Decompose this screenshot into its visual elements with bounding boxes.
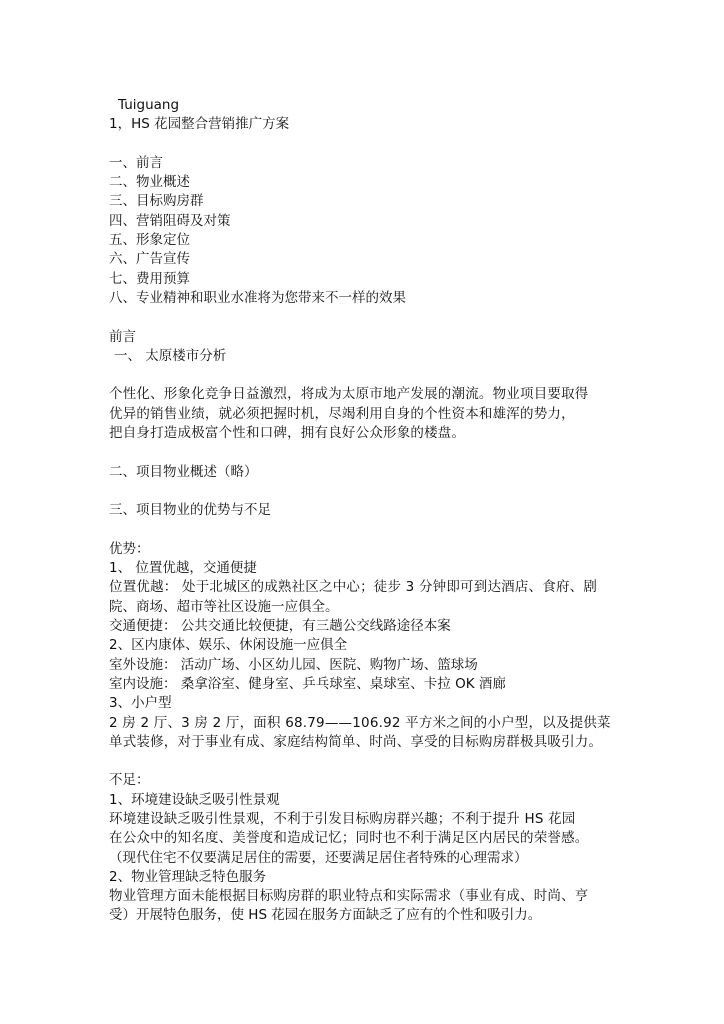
toc-item: 五、形象定位 xyxy=(109,232,190,249)
spacer xyxy=(109,752,619,771)
section-heading: 二、项目物业概述（略） xyxy=(109,463,258,480)
advantages-section xyxy=(109,540,619,752)
spacer xyxy=(109,366,619,385)
spacer xyxy=(109,308,619,327)
advantage-line: 院、商场、超市等社区设施一应俱全。 xyxy=(109,598,339,615)
paragraph-line: 个性化、形象化竞争日益激烈，将成为太原市地产发展的潮流。物业项目要取得 xyxy=(109,386,589,403)
advantage-line: 3、小户型 xyxy=(109,695,172,712)
advantages-heading: 优势： xyxy=(109,540,150,557)
preface-heading: 前言 xyxy=(109,328,136,345)
preface-subheading: 一、 太原楼市分析 xyxy=(114,347,227,364)
disadvantage-line: （现代住宅不仅要满足居住的需要，还要满足居住者特殊的心理需求） xyxy=(109,849,528,866)
advantage-line: 2 房 2 厅、3 房 2 厅，面积 68.79——106.92 平方米之间的小户型，以及提供菜 xyxy=(109,714,611,731)
disadvantages-heading: 不足： xyxy=(109,772,150,789)
advantage-line: 位置优越： 处于北城区的成熟社区之中心；徒步 3 分钟即可到达酒店、食府、剧 xyxy=(109,579,598,596)
advantage-line: 1、 位置优越，交通便捷 xyxy=(109,560,257,577)
preface-section xyxy=(109,328,619,444)
toc-item: 八、专业精神和职业水准将为您带来不一样的效果 xyxy=(109,289,406,306)
disadvantages-section xyxy=(109,771,619,925)
toc-item: 一、前言 xyxy=(109,154,163,171)
advantage-line: 室内设施： 桑拿浴室、健身室、乒乓球室、桌球室、卡拉 OK 酒廊 xyxy=(109,675,506,692)
disadvantage-line: 2、物业管理缺乏特色服务 xyxy=(109,868,267,885)
advantage-line: 交通便捷： 公共交通比较便捷，有三趟公交线路途径本案 xyxy=(109,618,451,635)
disadvantage-line: 1、环境建设缺乏吸引性景观 xyxy=(109,791,280,808)
toc-item: 七、费用预算 xyxy=(109,270,190,287)
disadvantage-line: 环境建设缺乏吸引性景观，不利于引发目标购房群兴趣；不利于提升 HS 花园 xyxy=(109,810,576,827)
paragraph-line: 把自身打造成极富个性和口碑，拥有良好公众形象的楼盘。 xyxy=(109,425,466,442)
document-page xyxy=(109,96,619,926)
toc-item: 四、营销阻碍及对策 xyxy=(109,212,231,229)
disadvantage-line: 在公众中的知名度、美誉度和造成记忆；同时也不利于满足区内居民的荣誉感。 xyxy=(109,830,589,847)
doc-tag: Tuiguang xyxy=(118,97,180,113)
spacer xyxy=(109,135,619,154)
spacer xyxy=(109,521,619,540)
toc-item: 二、物业概述 xyxy=(109,174,190,191)
toc-item: 六、广告宣传 xyxy=(109,251,190,268)
table-of-contents xyxy=(109,154,619,308)
spacer xyxy=(109,482,619,501)
section-heading: 三、项目物业的优势与不足 xyxy=(109,502,271,519)
advantage-line: 单式装修，对于事业有成、家庭结构简单、时尚、享受的目标购房群极具吸引力。 xyxy=(109,733,603,750)
paragraph-line: 优异的销售业绩，就必须把握时机，尽竭利用自身的个性资本和雄浑的势力， xyxy=(109,405,575,422)
disadvantage-line: 物业管理方面未能根据目标购房群的职业特点和实际需求（事业有成、时尚、亨 xyxy=(109,888,589,905)
spacer xyxy=(109,443,619,462)
advantage-line: 室外设施： 活动广场、小区幼儿园、医院、购物广场、篮球场 xyxy=(109,656,478,673)
advantage-line: 2、区内康体、娱乐、休闲设施一应俱全 xyxy=(109,637,348,654)
toc-item: 三、目标购房群 xyxy=(109,193,204,210)
disadvantage-line: 受）开展特色服务，使 HS 花园在服务方面缺乏了应有的个性和吸引力。 xyxy=(109,907,542,924)
doc-title: 1，HS 花园整合营销推广方案 xyxy=(109,116,290,133)
